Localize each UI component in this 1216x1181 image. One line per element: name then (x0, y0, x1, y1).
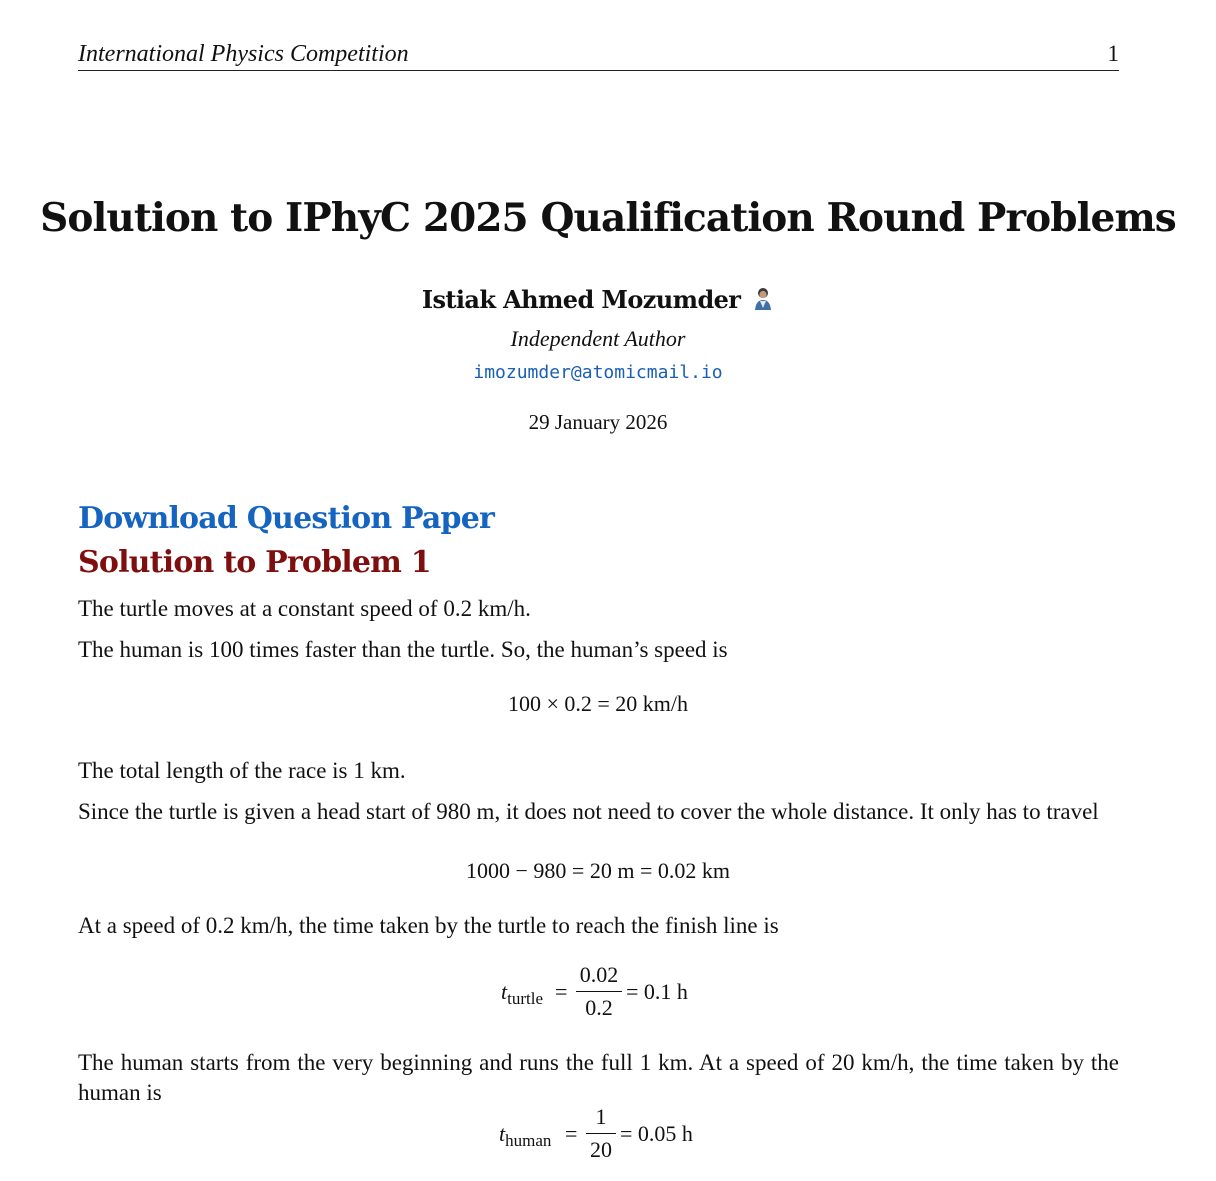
section-heading-problem-1: Solution to Problem 1 (78, 545, 431, 580)
human-time-variable: $t_{human}$ (499, 1121, 552, 1150)
paper-title: Solution to IPhyC 2025 Qualification Round Problems (40, 195, 1176, 241)
avatar-icon (752, 286, 774, 312)
fraction-bar (576, 991, 622, 992)
paragraph-race-length: The total length of the race is 1 km. (78, 758, 406, 783)
page-number: 1 (1107, 41, 1119, 66)
human-time-result: = 0.05 h (620, 1121, 693, 1146)
running-title: International Physics Competition (78, 41, 409, 67)
author-affiliation: Independent Author (510, 326, 686, 351)
paragraph-human-faster: The human is 100 times faster than the turtle. So, the human’s speed is (78, 637, 728, 662)
human-time-subscript: human (505, 1131, 552, 1150)
fraction-bar (586, 1133, 616, 1134)
author-email-link[interactable]: imozumder@atomicmail.io (473, 362, 723, 383)
equals-sign: = (565, 1121, 578, 1146)
turtle-time-denominator: 0.2 (585, 995, 613, 1020)
running-header (78, 40, 1119, 71)
turtle-time-result: = 0.1 h (626, 979, 688, 1004)
download-question-paper-link[interactable]: Download Question Paper (78, 501, 495, 536)
human-time-numerator: 1 (595, 1104, 607, 1129)
paragraph-human-time-intro: The human starts from the very beginning and runs the full 1 km. At a speed of 20 km/h, the time taken by the human is (78, 1050, 1119, 1105)
paragraph-turtle-speed: The turtle moves at a constant speed of 0.2 km/h. (78, 596, 531, 621)
paragraph-head-start: Since the turtle is given a head start of 980 m, it does not need to cover the whole distance. It only has to travel (78, 799, 1099, 824)
equation-human-time (496, 1102, 716, 1164)
publication-date: 29 January 2026 (528, 410, 668, 434)
turtle-time-subscript: turtle (507, 989, 544, 1008)
human-time-denominator: 20 (590, 1137, 612, 1162)
equation-human-speed: 100 × 0.2 = 20 km/h (507, 691, 689, 716)
author-name: Istiak Ahmed Mozumder (421, 285, 741, 314)
equation-turtle-distance: 1000 − 980 = 20 m = 0.02 km (466, 858, 730, 883)
author-line (0, 285, 1196, 314)
equation-turtle-time (498, 960, 718, 1022)
paragraph-turtle-time-intro: At a speed of 0.2 km/h, the time taken by the turtle to reach the finish line is (78, 913, 779, 938)
equals-sign: = (555, 979, 568, 1004)
turtle-time-numerator: 0.02 (579, 962, 619, 987)
turtle-time-variable: $t_{turtle}$ (501, 979, 544, 1008)
